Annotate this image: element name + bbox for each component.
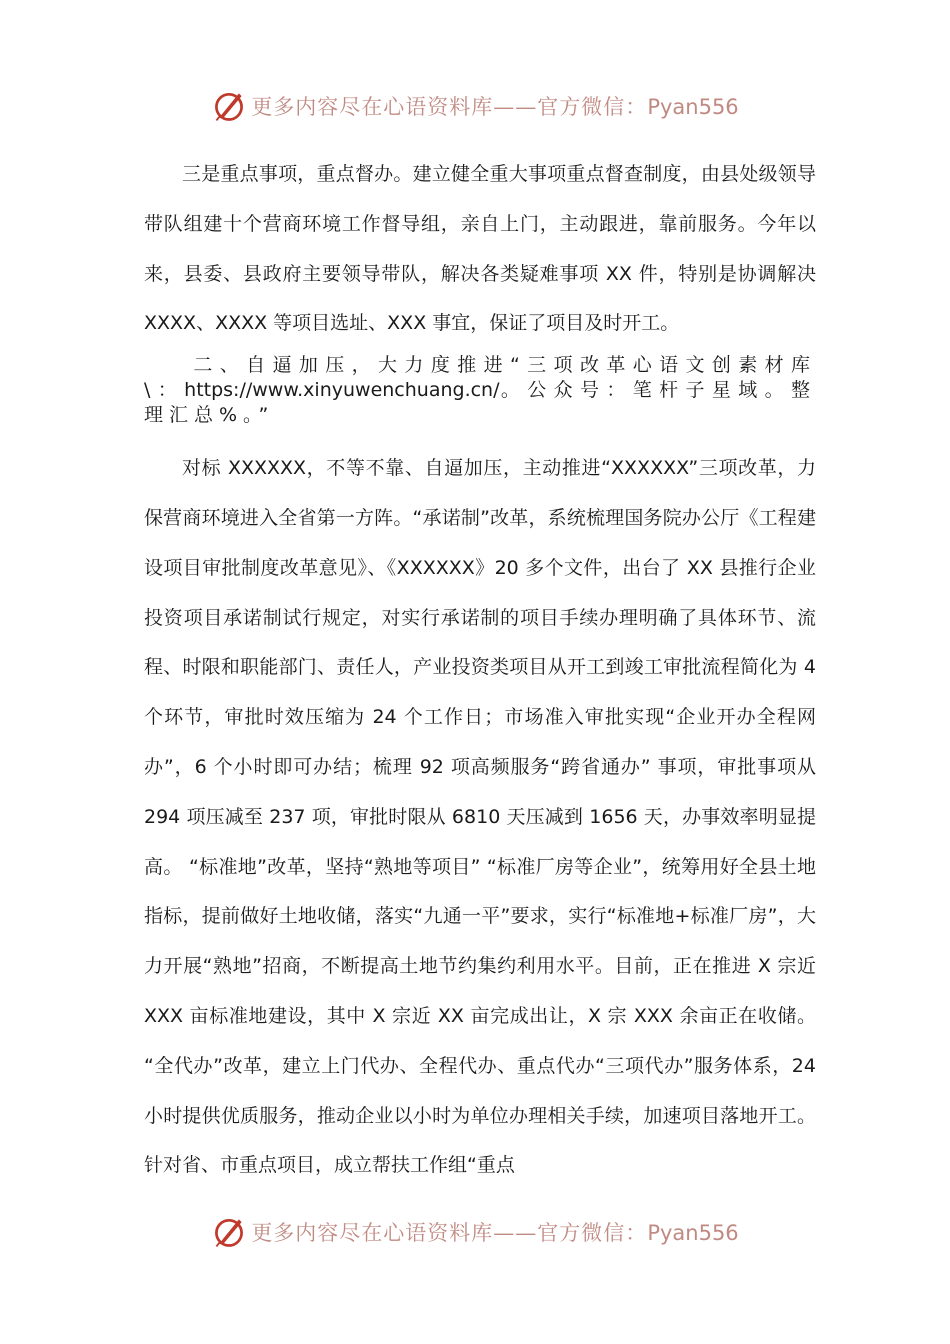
paragraph-2: 对标 XXXXXX，不等不靠、自逼加压，主动推进“XXXXXX”三项改革，力保营商环境进入全省第一方阵。“承诺制”改革，系统梳理国务院办公厅《工程建设项目审批制度改革意见》、《XXXXXX》20 多个文件，出台了 XX 县推行企业投资项目承诺制试行规定，对实行承诺制的项目手续办理明确了具体环节、流程、时限和职能部门、责任人，产业投资类项目从开工到竣工审批流程简化为 4 个环节，审批时效压缩为 24 个工作日；市场准入审批实现“企业开办全程网办”，6 个小时即可办结；梳理 92 项高频服务“跨省通办” 事项，审批事项从 294 项压减至 237 项，审批时限从 6810 天压减到 1656 天，办事效率明显提高。 “标准地”改革，坚持“熟地等项目” “标准厂房等企业”，统筹用好全县土地指标，提前做好土地收储，落实“九通一平”要求，实行“标准地+标准厂房”，大力开展“熟地”招商，不断提高土地节约集约利用水平。目前，正在推进 X 宗近 XXX 亩标准地建设，其中 X 宗近 XX 亩完成出让，X 宗 XXX 余亩正在收储。 “全代办”改革，建立上门代办、全程代办、重点代办“三项代办”服务体系，24 小时提供优质服务，推动企业以小时为单位办理相关手续，加速项目落地开工。针对省、市重点项目，成立帮扶工作组“重点 (144, 457, 816, 1177)
paragraph-1: 三是重点事项，重点督办。建立健全重大事项重点督查制度，由县处级领导带队组建十个营商环境工作督导组，亲自上门，主动跟进，靠前服务。今年以来，县委、县政府主要领导带队，解决各类疑难事项 XX 件，特别是协调解决 XXXX、XXXX 等项目选址、XXX 事宜，保证了项目及时开工。 (144, 163, 816, 335)
section-heading-suffix: 。公众号：笔杆子星域。整理汇总%。” (144, 379, 816, 427)
document-body (144, 150, 816, 1191)
banner-wechat-id: Pyan556 (647, 1221, 739, 1245)
footer-banner (0, 1210, 950, 1254)
quill-logo-icon (211, 1214, 247, 1250)
banner-wechat-id: Pyan556 (647, 95, 739, 119)
banner-text: 更多内容尽在心语资料库——官方微信：Pyan556 (251, 95, 739, 119)
section-heading-url[interactable]: https://www.xinyuwenchuang.cn/ (184, 379, 500, 402)
section-heading (144, 353, 816, 428)
section-heading-prefix: 二、自逼加压，大力度推进“三项改革心语文创素材库\： (144, 354, 816, 402)
banner-text: 更多内容尽在心语资料库——官方微信：Pyan556 (251, 1221, 739, 1245)
quill-logo-icon (211, 88, 247, 124)
header-banner (0, 84, 950, 128)
